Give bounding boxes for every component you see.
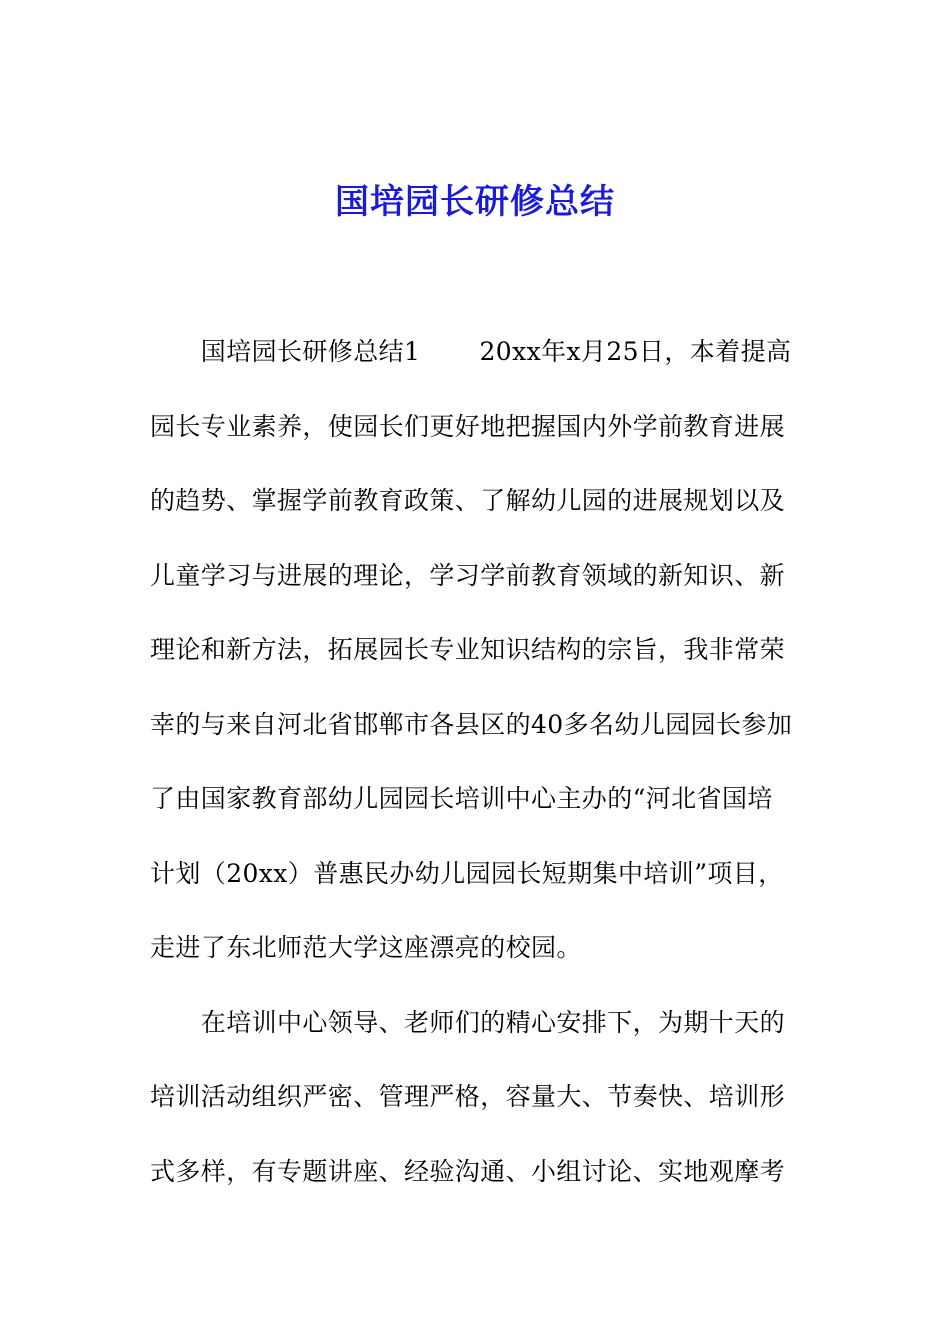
text-line: 国培园长研修总结1 20xx年x月25日，本着提高 xyxy=(150,337,792,366)
text-line: 了由国家教育部幼儿园园长培训中心主办的“河北省国培 xyxy=(150,784,773,813)
text-line: 园长专业素养，使园长们更好地把握国内外学前教育进展 xyxy=(150,411,786,441)
text-line: 式多样，有专题讲座、经验沟通、小组讨论、实地观摩考 xyxy=(150,1156,786,1186)
document-body xyxy=(150,328,810,1222)
text-line: 计划（20xx）普惠民办幼儿园园长短期集中培训”项目， xyxy=(150,858,784,888)
text-line: 儿童学习与进展的理论，学习学前教育领域的新知识、新 xyxy=(150,560,786,590)
paragraph xyxy=(150,328,810,999)
text-line: 的趋势、掌握学前教育政策、了解幼儿园的进展规划以及 xyxy=(150,486,786,515)
text-line: 理论和新方法，拓展园长专业知识结构的宗旨，我非常荣 xyxy=(150,635,786,664)
text-line: 培训活动组织严密、管理严格，容量大、节奏快、培训形 xyxy=(150,1082,786,1111)
paragraph xyxy=(150,999,810,1223)
text-line: 在培训中心领导、老师们的精心安排下，为期十天的 xyxy=(150,1007,786,1037)
text-line: 走进了东北师范大学这座漂亮的校园。 xyxy=(150,933,582,962)
document-title: 国培园长研修总结 xyxy=(335,182,615,222)
text-line: 幸的与来自河北省邯郸市各县区的40多名幼儿园园长参加 xyxy=(150,709,793,739)
